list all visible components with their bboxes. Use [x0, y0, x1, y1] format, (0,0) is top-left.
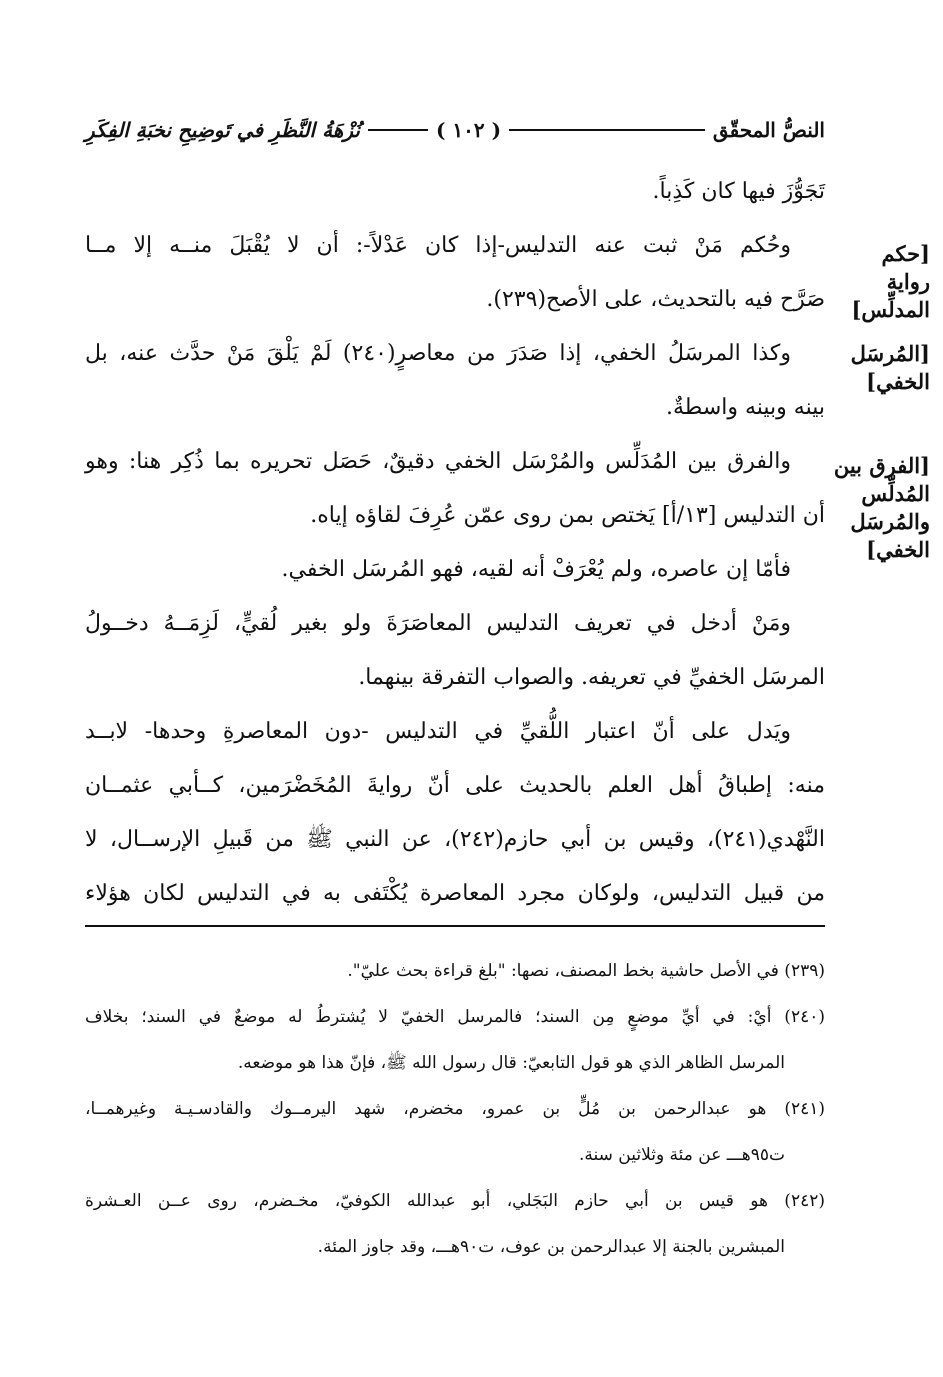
side-heading-line: [المُرسَل [850, 341, 930, 366]
text-line: من قبيل التدليس، ولوكان مجرد المعاصرة يُكْتَفى به في التدليس لكان هؤلاء [85, 881, 825, 906]
footnote-line: ت٩٥هـــ عن مئة وثلاثين سنة. [578, 1145, 785, 1165]
text-line: فأمّا إن عاصره، ولم يُعْرَفْ أنه لقيه، فهو المُرسَل الخفي. [281, 557, 791, 582]
header-rule-short [368, 129, 428, 131]
footnote-line: المرسل الظاهر الذي هو قول التابعيّ: قال رسول الله ﷺ، فإنّ هذا هو موضعه. [237, 1053, 785, 1073]
text-line: ويَدل على أنّ اعتبار اللُّقيِّ في التدليس -دون المعاصرةِ وحدها- لابــد [85, 719, 791, 744]
footnote-line: (٢٣٩) في الأصل حاشية بخط المصنف، نصها: "بلغ قراءة بحث عليّ". [347, 961, 825, 981]
side-heading-line: والمُرسَل [850, 509, 930, 534]
footnotes [85, 948, 825, 1270]
text-line: ومَنْ أدخل في تعريف التدليس المعاصَرَةَ ولو بغير لُقيٍّ، لَزِمَــهُ دخــولُ [85, 611, 791, 636]
header-rule [509, 129, 705, 131]
header-page-number: ( ١٠٢ ) [435, 118, 502, 142]
text-line: والفرق بين المُدَلِّس والمُرْسَل الخفي دقيقٌ، حَصَل تحريره بما ذُكِر هنا: وهو [85, 449, 791, 474]
side-heading-line: [الفرق بين [833, 453, 930, 478]
running-header [85, 112, 825, 148]
side-heading-mudallis-ruling [828, 240, 930, 324]
main-text [85, 165, 825, 921]
text-line: بينه وبينه واسطةٌ. [665, 395, 825, 420]
side-heading-line: الخفي] [866, 369, 930, 394]
side-heading-line: [حكم [881, 241, 930, 266]
footnote-line: (٢٤١) هو عبدالرحمن بن مُلٍّ بن عمرو، مخضرم، شهد اليرمــوك والقادسـيـة وغيرهمــا، [85, 1099, 825, 1119]
footnote-separator [85, 925, 825, 927]
text-line: تَجَوُّزَ فيها كان كَذِباً. [652, 179, 825, 204]
text-line: صَرَّح فيه بالتحديث، على الأصح(٢٣٩). [486, 287, 825, 312]
side-heading-line: المُدلِّس [861, 481, 930, 506]
text-line: النَّهْدي(٢٤١)، وقيس بن أبي حازم(٢٤٢)، عن النبي ﷺ من قَبيلِ الإرســال، لا [85, 827, 825, 852]
footnote-line: (٢٤٢) هو قيس بن أبي حازم البَجَلي، أبو عبدالله الكوفيّ، مخـضرم، روى عــن العـشرة [85, 1191, 825, 1211]
text-line: المرسَل الخفيِّ في تعريفه. والصواب التفرقة بينهما. [358, 665, 825, 690]
side-heading-line: الخفي] [866, 537, 930, 562]
side-heading-line: المدلِّس] [851, 297, 930, 322]
text-line: منه: إطباقُ أهل العلم بالحديث على أنّ روايةَ المُخَضْرَمين، كــأبي عثمــان [85, 773, 825, 798]
side-heading-difference [828, 452, 930, 564]
header-section: النصُّ المحقّق [712, 118, 825, 142]
text-line: أن التدليس [١٣/أ] يَختص بمن روى عمّن عُرِفَ لقاؤه إياه. [310, 503, 825, 528]
side-heading-line: رواية [886, 269, 930, 294]
text-line: وكذا المرسَلُ الخفي، إذا صَدَرَ من معاصرٍ(٢٤٠) لَمْ يَلْقَ مَنْ حدَّث عنه، بل [85, 341, 791, 366]
side-heading-mursal-khafi [828, 340, 930, 396]
footnote-line: المبشرين بالجنة إلا عبدالرحمن بن عوف، ت٩٠هـــ، وقد جاوز المئة. [317, 1237, 785, 1257]
header-book-title: نُزْهَةُ النَّظَرِ في تَوضِيحِ نخبَةِ الفِكَرِ [85, 118, 360, 142]
text-line: وحُكم مَنْ ثبت عنه التدليس-إذا كان عَدْلاً-: أن لا يُقْبَلَ منــه إلا مــا [85, 233, 791, 258]
footnote-line: (٢٤٠) أيْ: في أيِّ موضعٍ مِن السند؛ فالمرسل الخفيّ لا يُشترطُ له موضعٌ في السند؛ بخلاف [85, 1007, 825, 1027]
